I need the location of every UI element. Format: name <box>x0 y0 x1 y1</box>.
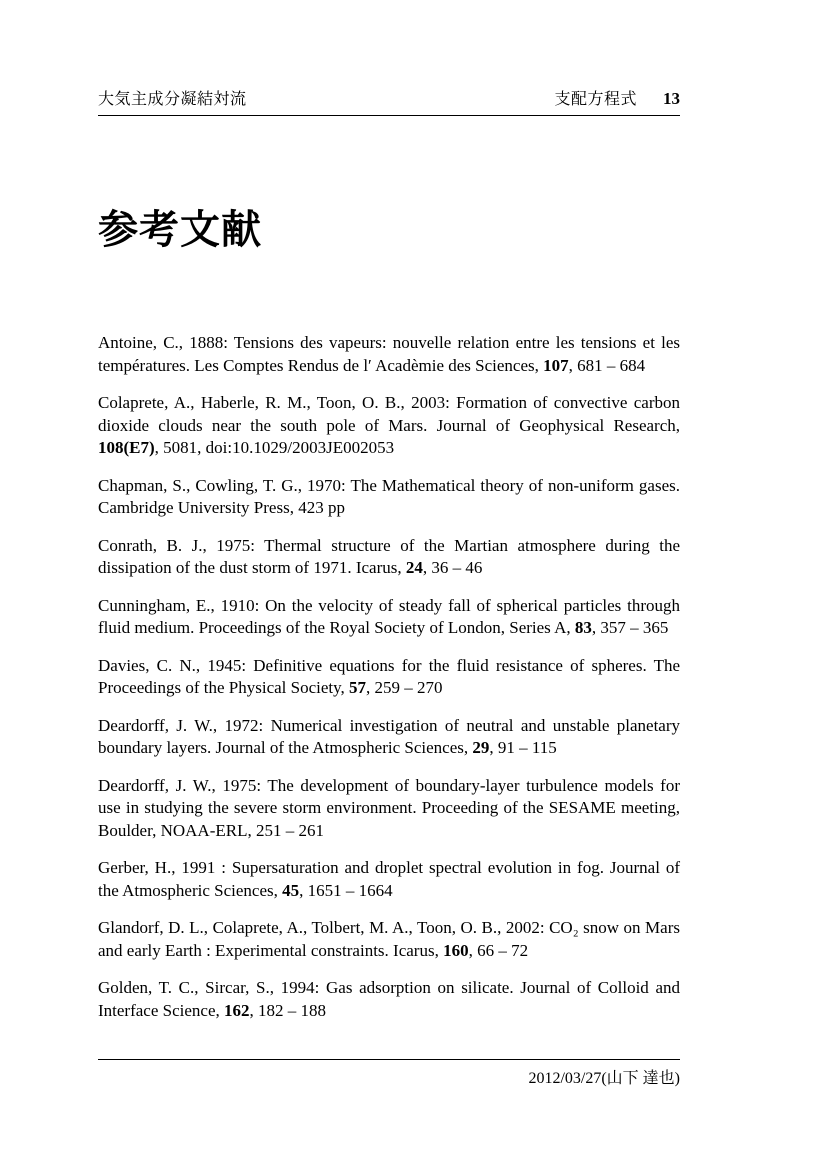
reference-item: Deardorff, J. W., 1975: The development of boundary-layer turbulence models for use in studying the severe storm environment. Proceeding of the SESAME meeting, Boulder, NOAA-ERL, 251 – 261 <box>98 775 680 840</box>
header-right-group <box>554 86 680 109</box>
footer-date-author: 2012/03/27(山下 達也) <box>528 1070 680 1087</box>
reference-item: Chapman, S., Cowling, T. G., 1970: The Mathematical theory of non-uniform gases. Cambridge University Press, 423 pp <box>98 475 680 517</box>
reference-item: Glandorf, D. L., Colaprete, A., Tolbert, M. A., Toon, O. B., 2002: CO₂ snow on Mars and early Earth : Experimental constraints. Icarus, 160, 66 – 72 <box>98 918 680 960</box>
chapter-title: 参考文献 <box>98 208 262 252</box>
reference-item: Cunningham, E., 1910: On the velocity of steady fall of spherical particles through fluid medium. Proceedings of the Royal Society of London, Series A, 83, 357 – 365 <box>98 595 680 637</box>
page-footer <box>98 1059 680 1088</box>
header-section-title: 支配方程式 <box>554 91 637 108</box>
page-content <box>98 0 680 1037</box>
reference-item: Gerber, H., 1991 : Supersaturation and droplet spectral evolution in fog. Journal of the Atmospheric Sciences, 45, 1651 – 1664 <box>98 858 680 900</box>
running-header <box>98 86 680 116</box>
reference-item: Conrath, B. J., 1975: Thermal structure of the Martian atmosphere during the dissipation of the dust storm of 1971. Icarus, 24, 36 – 46 <box>98 535 680 577</box>
reference-item: Davies, C. N., 1945: Definitive equations for the fluid resistance of spheres. The Proceedings of the Physical Society, 57, 259 – 270 <box>98 655 680 697</box>
reference-item: Antoine, C., 1888: Tensions des vapeurs: nouvelle relation entre les tensions et les températures. Les Comptes Rendus de l′ Acadèmie des Sciences, 107, 681 – 684 <box>98 333 680 375</box>
reference-list <box>98 332 680 1022</box>
header-left-title: 大気主成分凝結対流 <box>98 91 247 108</box>
page-number: 13 <box>663 89 680 108</box>
reference-item: Deardorff, J. W., 1972: Numerical investigation of neutral and unstable planetary boundary layers. Journal of the Atmospheric Sciences, 29, 91 – 115 <box>98 715 680 757</box>
reference-item: Colaprete, A., Haberle, R. M., Toon, O. B., 2003: Formation of convective carbon dioxide clouds near the south pole of Mars. Journal of Geophysical Research, 108(E7), 5081, doi:10.1029/2003JE002053 <box>98 393 680 457</box>
reference-item: Golden, T. C., Sircar, S., 1994: Gas adsorption on silicate. Journal of Colloid and Interface Science, 162, 182 – 188 <box>98 978 680 1020</box>
